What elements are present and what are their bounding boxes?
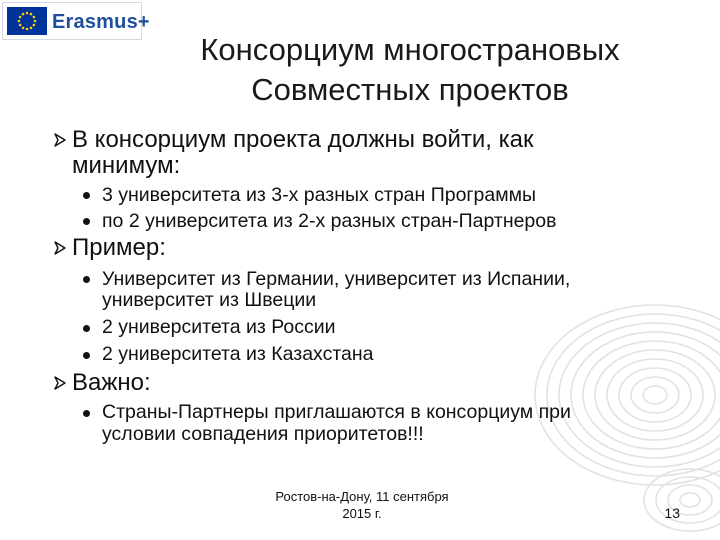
footer-date — [262, 488, 462, 522]
dot-bullet-icon — [83, 352, 90, 359]
slide-title — [100, 30, 720, 110]
title-line-2: Совместных проектов — [251, 72, 569, 107]
arrow-bullet-icon — [53, 133, 67, 147]
title-line-1: Консорциум многострановых — [200, 32, 620, 67]
bullet-text: Пример: — [72, 234, 166, 261]
page-number: 13 — [664, 505, 680, 521]
dot-bullet-icon — [83, 218, 90, 225]
bullet-text: В консорциум проекта должны войти, как — [72, 126, 534, 153]
eu-flag-icon — [7, 7, 47, 35]
logo-text: Erasmus+ — [52, 11, 150, 33]
sub-bullet-text: по 2 университета из 2-х разных стран-Партнеров — [102, 210, 557, 232]
sub-bullet-text: 2 университета из России — [102, 316, 336, 338]
footer-line-1: Ростов-на-Дону, 11 сентября — [275, 489, 449, 504]
arrow-bullet-icon — [53, 376, 67, 390]
dot-bullet-icon — [83, 325, 90, 332]
dot-bullet-icon — [83, 192, 90, 199]
footer-line-2: 2015 г. — [342, 506, 382, 521]
sub-bullet-text: 3 университета из 3-х разных стран Программы — [102, 184, 537, 206]
arrow-bullet-icon — [53, 241, 67, 255]
bullet-text: Важно: — [72, 369, 151, 396]
sub-bullet-text: 2 университета из Казахстана — [102, 343, 374, 365]
sub-bullet-text: Университет из Германии, университет из Испании, — [102, 268, 571, 290]
erasmus-logo — [2, 2, 150, 40]
sub-bullet-text: университет из Швеции — [102, 289, 317, 311]
dot-bullet-icon — [83, 276, 90, 283]
bullet-text: минимум: — [72, 152, 181, 179]
sub-bullet-text: Страны-Партнеры приглашаются в консорциум при — [102, 401, 571, 423]
sub-bullet-text: условии совпадения приоритетов!!! — [102, 423, 424, 445]
dot-bullet-icon — [83, 410, 90, 417]
